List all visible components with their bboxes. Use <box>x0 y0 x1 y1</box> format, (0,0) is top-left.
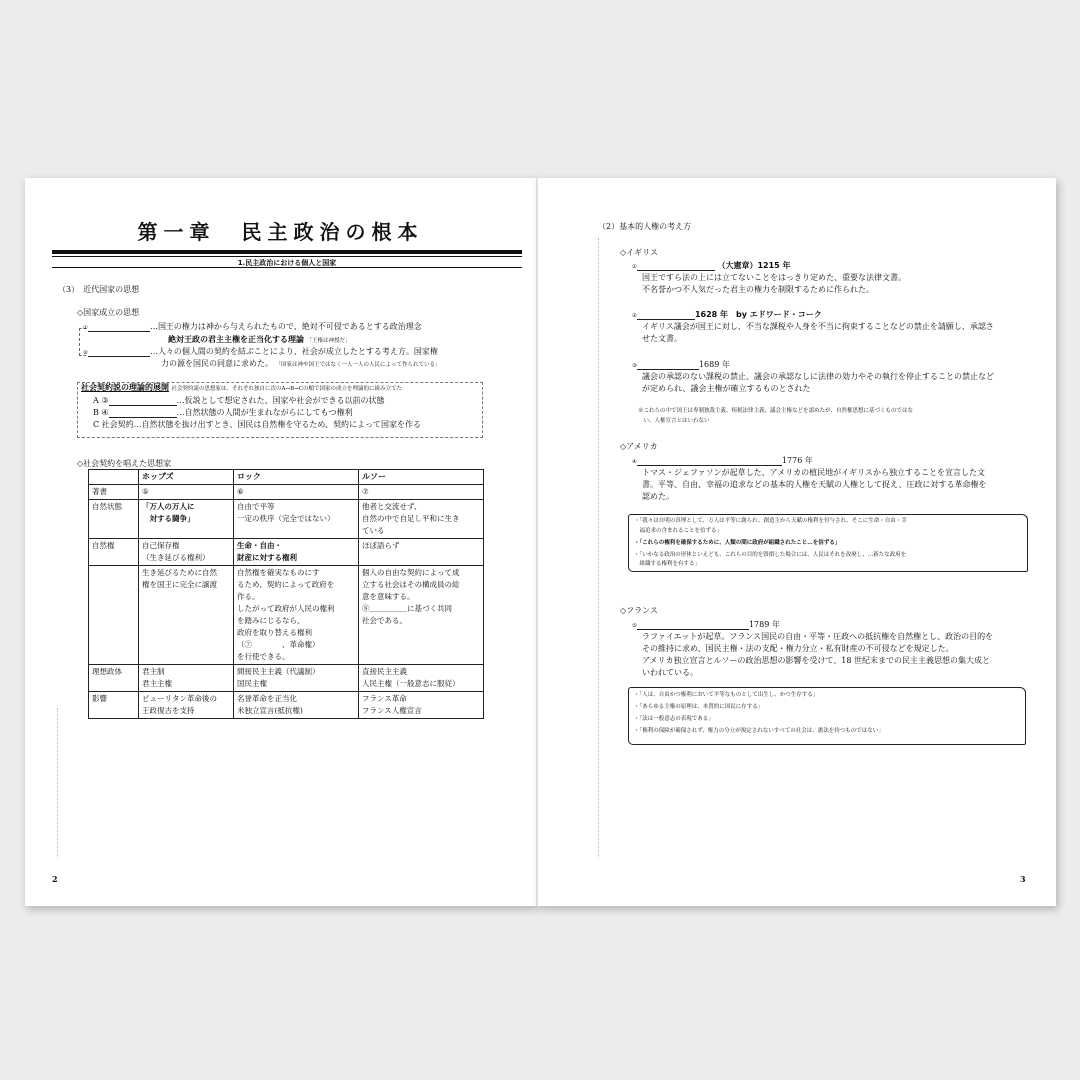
table-cell: 生き延びるために自然 権を国王に完全に譲渡 <box>139 566 234 665</box>
e2-title: 1628 年 by エドワード・コーク <box>694 310 822 319</box>
state-a-blank <box>109 404 177 406</box>
state-b-label: B ④ <box>93 408 109 417</box>
f-line1: ラファイエットが起草。フランス国民の自由・平等・圧政への抵抗権を自然権とし、政治の目的を <box>642 632 994 641</box>
f-line3: アメリカ独立宣言とルソーの政治思想の影響を受けて、18 世紀末までの民主主義思想の集大成と <box>642 656 990 665</box>
title-rule <box>52 250 522 254</box>
state-b-blank <box>109 416 177 418</box>
state-b-text: …自然状態の人間が生まれながらにしてもつ権利 <box>176 408 353 417</box>
table-row <box>89 665 484 692</box>
table-cell: 君主制 君主主権 <box>139 665 234 692</box>
france-heading: ◇フランス <box>620 606 658 615</box>
table-row-label <box>89 566 139 665</box>
item1-sub-row <box>168 335 351 345</box>
table-cell: 間接民主主義（代議制） 国民主権 <box>234 665 359 692</box>
england-note-2: い、人権宣言とはいわない <box>638 418 710 424</box>
table-header-row <box>89 470 484 485</box>
table-cell: フランス革命 フランス人権宣言 <box>359 692 484 719</box>
england-note-1: ※これらの中で国王は専制独裁主義、租税法律主義、議会主権などを認めたが、自然権思想に基づくものではな <box>638 408 914 414</box>
table-cell: ほぼ語らず <box>359 539 484 566</box>
table-header-cell <box>89 470 139 485</box>
table-cell: 「万人の万人に 対する闘争」 <box>139 500 234 539</box>
item1-sub: 絶対王政の君主主権を正当化する理論 <box>168 335 304 344</box>
a-num: ④ <box>632 459 637 465</box>
state-a-text: …仮説として想定された、国家や社会ができる以前の状態 <box>176 396 385 405</box>
a-line2: 書。平等、自由、幸福の追求などの基本的人権を天賦の人権として捉え、圧政に対する革命権を <box>642 480 987 489</box>
a-blank <box>637 464 782 466</box>
table-cell: 他者と交流せず、 自然の中で自足し平和に生き ている <box>359 500 484 539</box>
thinkers-table <box>88 469 484 719</box>
item2-row <box>83 347 438 357</box>
table-header-cell: ロック <box>234 470 359 485</box>
dotted-margin <box>57 708 59 858</box>
item2-num: ② <box>83 350 88 356</box>
a-quote-line: ・「いかなる政治の形体といえども、これらの目的を毀損した場合には、人民はそれを改廃し、…新たな政府を <box>634 552 907 558</box>
e3-blank <box>637 368 699 370</box>
e1-line2: 不名誉かつ不人気だった君主の権力を制限するために作られた。 <box>642 285 874 294</box>
table-row <box>89 500 484 539</box>
table-row <box>89 539 484 566</box>
e1-title-row <box>632 261 791 271</box>
item2-cont: 力の源を国民の同意に求めた。 <box>161 359 273 368</box>
table-header-cell: ホッブズ <box>139 470 234 485</box>
a-title: 1776 年 <box>781 456 813 465</box>
england-heading: ◇イギリス <box>620 248 658 257</box>
contract-heading-row <box>81 383 402 393</box>
e1-line1: 国王ですら法の上には立てないことをはっきり定めた、重要な法律文書。 <box>642 273 906 282</box>
f-blank <box>637 628 749 630</box>
e2-blank <box>637 318 695 320</box>
item2-cont-row <box>161 359 441 369</box>
page-number-left: 2 <box>52 874 58 884</box>
e1-blank <box>637 269 715 271</box>
f-line2: その維持に求め、国民主権・法の支配・権力分立・私有財産の不可侵などを規定した。 <box>642 644 954 653</box>
f-num: ⑤ <box>632 623 637 629</box>
table-header-cell: ルソー <box>359 470 484 485</box>
a-quote-line: ・「我々は自明の真理として、万人は平等に創られ、創造主から天賦の権利を付与され、そこに生命・自由・幸 <box>634 518 907 524</box>
a-title-row <box>632 456 813 466</box>
f-quote-line: ・「法は一般意志の表現である」 <box>634 716 714 722</box>
e2-title-row <box>632 310 822 320</box>
thinkers-heading: ◇社会契約を唱えた思想家 <box>77 459 172 468</box>
table-cell: ⑦ <box>359 485 484 500</box>
table-cell: ⑤ <box>139 485 234 500</box>
f-quote-line: ・「人は、自由かつ権利において平等なものとして出生し、かつ生存する」 <box>634 692 819 698</box>
e2-num: ② <box>632 313 637 319</box>
e3-title-row <box>632 360 730 370</box>
table-row-label: 自然権 <box>89 539 139 566</box>
table-cell: ピューリタン革命後の 王政復古を支持 <box>139 692 234 719</box>
left-page <box>25 178 536 906</box>
contract-note: 社会契約説の思想家は、それぞれ独自に次のA→B→Cの順で国家の成立を理論的に組み立てた <box>171 386 402 392</box>
e3-line2: が定められ、議会主権が確立するものとされた <box>642 384 811 393</box>
a-quote-line: 福追求の含まれることを信ずる」 <box>634 528 723 534</box>
table-row <box>89 692 484 719</box>
right-page <box>538 178 1056 906</box>
a-line3: 認めた。 <box>642 492 674 501</box>
state-a-label: A ③ <box>93 396 109 405</box>
table-cell: 自由で平等 一定の秩序（完全ではない） <box>234 500 359 539</box>
f-title: 1789 年 <box>748 620 780 629</box>
table-row <box>89 485 484 500</box>
e3-title: 1689 年 <box>698 360 730 369</box>
page-number-right: 3 <box>1020 874 1026 884</box>
table-row-label: 自然状態 <box>89 500 139 539</box>
a-quote-line: 組織する権利を有する」 <box>634 561 701 567</box>
title-rule-thin <box>52 256 522 257</box>
e2-line2: せた文書。 <box>642 334 682 343</box>
f-title-row <box>632 620 780 630</box>
e2-line1: イギリス議会が国王に対し、不当な課税や人身を不当に拘束することなどの禁止を請願し、承認さ <box>642 322 994 331</box>
f-quote-line: ・「あらゆる主権の原理は、本質的に国民に存する」 <box>634 704 764 710</box>
dotted-margin <box>598 238 600 858</box>
state-b-row <box>93 408 353 418</box>
contract-heading: 社会契約説の理論的展開 <box>81 383 169 392</box>
table-cell: 直接民主主義 人民主権（一般意志に服従） <box>359 665 484 692</box>
section-rule <box>52 267 522 268</box>
e3-num: ③ <box>632 363 637 369</box>
nation-heading: ◇国家成立の思想 <box>77 308 140 317</box>
table-row <box>89 566 484 665</box>
table-cell: 自己保存権 （生き延びる権利） <box>139 539 234 566</box>
table-cell: 生命・自由・ 財産に対する権利 <box>234 539 359 566</box>
state-c-row: C 社会契約…自然状態を抜け出すとき、国民は自然権を守るため、契約によって国家を作る <box>93 420 422 429</box>
item1-blank <box>88 330 150 332</box>
a-quote-line: ・「これらの権利を確保するために、人類の間に政府が組織されたこと…を信ずる」 <box>634 540 841 546</box>
e1-title: （大憲章）1215 年 <box>717 261 791 270</box>
right-subsection: （2）基本的人権の考え方 <box>598 222 692 231</box>
e1-num: ① <box>632 264 637 270</box>
table-row-label: 影響 <box>89 692 139 719</box>
subsection-heading: （3） 近代国家の思想 <box>58 285 140 294</box>
a-line1: トマス・ジェファソンが起草した、アメリカの植民地がイギリスから独立することを宣言した文 <box>642 468 985 477</box>
item2-note: 「国家は神や国王ではなく一人一人の人民によって作られている」 <box>275 362 441 368</box>
section-title: 1.民主政治における個人と国家 <box>237 259 337 267</box>
table-cell: 自然権を確実なものにす るため、契約によって政府を 作る。 したがって政府が人民の権利 を踏みにじるなら、 政府を取り替える権利 （⑦ 、革命権） を行使できる。 <box>234 566 359 665</box>
f-quote-line: ・「権利の保障が確保されず、権力の分立が規定されないすべての社会は、憲法を持つものではない」 <box>634 728 884 734</box>
e3-line1: 議会の承認のない課税の禁止、議会の承認なしに法律の効力やその執行を停止することの禁止など <box>642 372 994 381</box>
america-heading: ◇アメリカ <box>620 442 658 451</box>
table-cell: ⑥ <box>234 485 359 500</box>
item1-note: 「王権は神授だ」 <box>306 338 351 344</box>
item1-text: …国王の権力は神から与えられたもので、絶対不可侵であるとする政治理念 <box>149 322 422 331</box>
item1-num: ① <box>83 325 88 331</box>
table-row-label: 理想政体 <box>89 665 139 692</box>
table-cell: 個人の自由な契約によって成 立する社会はその構成員の総 意を意味する。 ⑧＿＿＿＿＿に基づく共同 社会である。 <box>359 566 484 665</box>
table-row-label: 著書 <box>89 485 139 500</box>
item1-row <box>83 322 422 332</box>
item2-blank <box>88 355 150 357</box>
state-a-row <box>93 396 385 406</box>
f-line4: いわれている。 <box>642 668 698 677</box>
table-cell: 名誉革命を正当化 米独立宣言(抵抗権) <box>234 692 359 719</box>
chapter-title: 第一章 民主政治の根本 <box>137 220 424 244</box>
item2-text: …人々の個人間の契約を結ぶことにより、社会が成立したとする考え方。国家権 <box>149 347 438 356</box>
